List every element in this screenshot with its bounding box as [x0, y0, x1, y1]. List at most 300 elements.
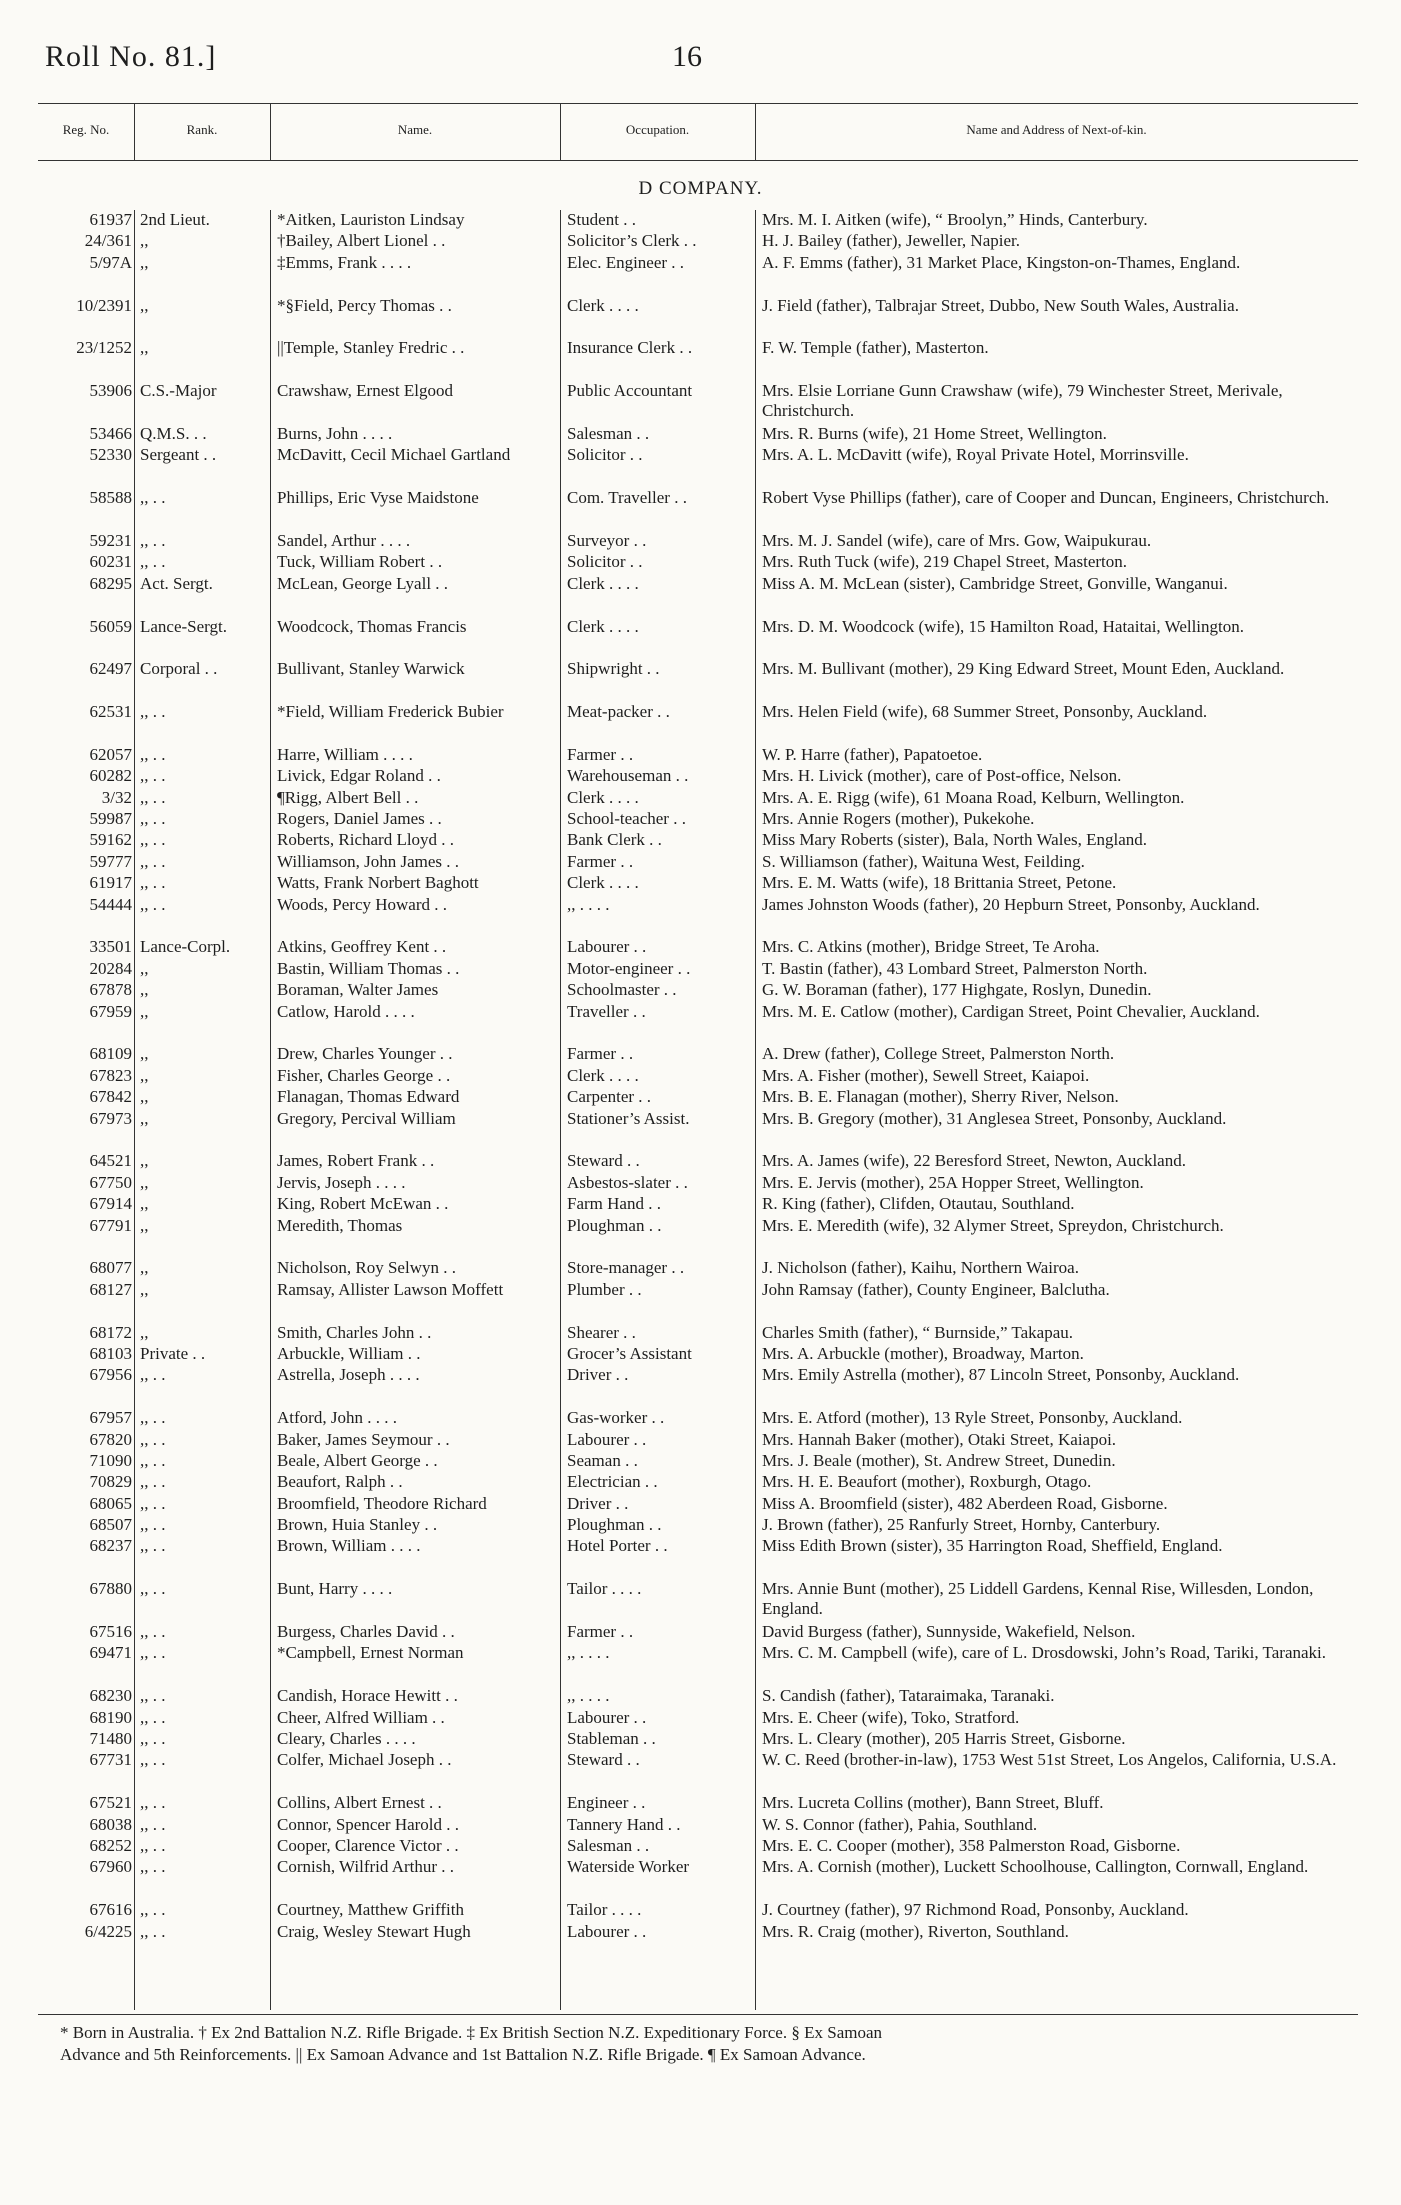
soldier-name: Ramsay, Allister Lawson Moffett [277, 1279, 504, 1299]
reg-number: 10/2391 [76, 295, 132, 315]
next-of-kin: Mrs. Ruth Tuck (wife), 219 Chapel Street, Masterton. [762, 552, 1127, 572]
reg-number: 67914 [89, 1194, 132, 1214]
table-row [0, 895, 1401, 938]
rank: ,, . . [140, 744, 166, 764]
occupation: Engineer . . [567, 1793, 646, 1813]
table-row [0, 1922, 1401, 1943]
soldier-name: Colfer, Michael Joseph . . [277, 1750, 452, 1770]
soldier-name: Roberts, Richard Lloyd . . [277, 830, 455, 850]
occupation: Steward . . [567, 1750, 640, 1770]
reg-number: 68172 [89, 1322, 132, 1342]
reg-number: 33501 [89, 937, 132, 957]
rank: ,, . . [140, 1729, 166, 1749]
next-of-kin: David Burgess (father), Sunnyside, Wakefield, Nelson. [762, 1622, 1136, 1642]
soldier-name: Harre, William . . . . [277, 744, 413, 764]
rank: ,, . . [140, 488, 166, 508]
rank: C.S.-Major [140, 381, 217, 401]
occupation: Salesman . . [567, 1836, 650, 1855]
soldier-name: Bunt, Harry . . . . [277, 1579, 393, 1599]
table-row [0, 1815, 1401, 1836]
table-row [0, 1729, 1401, 1750]
reg-number: 59231 [89, 530, 132, 550]
table-row [0, 1472, 1401, 1493]
next-of-kin: Mrs. E. Atford (mother), 13 Ryle Street, Ponsonby, Auckland. [762, 1408, 1183, 1428]
next-of-kin: Mrs. A. Fisher (mother), Sewell Street, Kaiapoi. [762, 1065, 1090, 1085]
occupation: Seaman . . [567, 1450, 638, 1470]
soldier-name: Atkins, Geoffrey Kent . . [277, 937, 447, 957]
next-of-kin: Mrs. M. J. Sandel (wife), care of Mrs. Gow, Waipukurau. [762, 530, 1152, 550]
soldier-name: Woodcock, Thomas Francis [277, 616, 467, 636]
reg-number: 68127 [89, 1279, 132, 1299]
table-row [0, 702, 1401, 745]
reg-number: 56059 [89, 616, 132, 636]
occupation: Insurance Clerk . . [567, 338, 693, 358]
rank: Corporal . . [140, 659, 218, 679]
rank: ,, . . [140, 894, 166, 914]
occupation: Labourer . . [567, 937, 647, 957]
reg-number: 70829 [89, 1472, 132, 1492]
rank: ,, . . [140, 1793, 166, 1813]
table-row [0, 788, 1401, 809]
rank: ,, . . [140, 1921, 166, 1941]
rank: Act. Sergt. [140, 573, 213, 593]
rank: ,, . . [140, 766, 166, 786]
soldier-name: Bastin, William Thomas . . [277, 958, 460, 978]
next-of-kin: Mrs. Annie Rogers (mother), Pukekohe. [762, 809, 1035, 829]
rank: ,, . . [140, 702, 166, 722]
reg-number: 64521 [89, 1151, 132, 1171]
reg-number: 67878 [89, 980, 132, 1000]
reg-number: 67880 [89, 1579, 132, 1599]
next-of-kin: Mrs. M. Bullivant (mother), 29 King Edward Street, Mount Eden, Auckland. [762, 659, 1285, 679]
next-of-kin: Mrs. E. M. Watts (wife), 18 Brittania Street, Petone. [762, 873, 1117, 893]
rank: ,, [140, 1194, 149, 1214]
next-of-kin: Robert Vyse Phillips (father), care of Cooper and Duncan, Engineers, Christchurch. [762, 488, 1330, 508]
occupation: Steward . . [567, 1151, 640, 1171]
rank: ,, . . [140, 552, 166, 572]
reg-number: 67960 [89, 1857, 132, 1877]
occupation: Farmer . . [567, 851, 634, 871]
next-of-kin: Mrs. R. Craig (mother), Riverton, Southland. [762, 1921, 1069, 1941]
occupation: Com. Traveller . . [567, 488, 687, 508]
occupation: Student . . [567, 210, 636, 229]
rank: ,, [140, 295, 149, 315]
reg-number: 59777 [89, 851, 132, 871]
next-of-kin: Mrs. E. Jervis (mother), 25A Hopper Street, Wellington. [762, 1172, 1144, 1192]
occupation: Surveyor . . [567, 530, 647, 550]
reg-number: 68077 [89, 1258, 132, 1278]
roll-table [0, 210, 1401, 1943]
soldier-name: Collins, Albert Ernest . . [277, 1793, 442, 1813]
next-of-kin: Mrs. H. E. Beaufort (mother), Roxburgh, Otago. [762, 1472, 1092, 1492]
reg-number: 68237 [89, 1536, 132, 1556]
reg-number: 52330 [89, 445, 132, 465]
soldier-name: Boraman, Walter James [277, 980, 439, 1000]
next-of-kin: Mrs. A. Cornish (mother), Luckett Schoolhouse, Callington, Cornwall, England. [762, 1857, 1309, 1877]
next-of-kin: A. Drew (father), College Street, Palmerston North. [762, 1044, 1115, 1064]
rank: ,, . . [140, 1450, 166, 1470]
occupation: Clerk . . . . [567, 295, 639, 315]
reg-number: 60282 [89, 766, 132, 786]
rank: ,, . . [140, 851, 166, 871]
table-row [0, 1044, 1401, 1065]
reg-number: 67750 [89, 1172, 132, 1192]
rank: ,, . . [140, 787, 166, 807]
occupation: Carpenter . . [567, 1087, 652, 1107]
next-of-kin: Mrs. B. E. Flanagan (mother), Sherry River, Nelson. [762, 1087, 1119, 1107]
footnotes [60, 2022, 1360, 2066]
next-of-kin: S. Williamson (father), Waituna West, Feilding. [762, 851, 1085, 871]
rank: ,, [140, 338, 149, 358]
footnote-line: * Born in Australia. † Ex 2nd Battalion N.Z. Rifle Brigade. ‡ Ex British Section N.Z. Expeditionary Force. § Ex Samoan [60, 2023, 883, 2042]
rank: ,, . . [140, 873, 166, 893]
table-row [0, 1900, 1401, 1921]
reg-number: 67516 [89, 1622, 132, 1642]
rank: ,, [140, 1001, 149, 1021]
occupation: Gas-worker . . [567, 1408, 665, 1428]
soldier-name: Gregory, Percival William [277, 1108, 456, 1128]
occupation: Salesman . . [567, 423, 650, 443]
table-row [0, 1515, 1401, 1536]
rank: ,, [140, 1258, 149, 1278]
rank: Q.M.S. . . [140, 423, 207, 443]
occupation: Labourer . . [567, 1429, 647, 1449]
table-row [0, 1686, 1401, 1707]
table-row [0, 959, 1401, 980]
soldier-name: Catlow, Harold . . . . [277, 1001, 415, 1021]
occupation: Clerk . . . . [567, 573, 639, 593]
reg-number: 53906 [89, 381, 132, 401]
next-of-kin: Mrs. Emily Astrella (mother), 87 Lincoln Street, Ponsonby, Auckland. [762, 1365, 1240, 1385]
rank: Lance-Sergt. [140, 616, 228, 636]
table-row [0, 1087, 1401, 1108]
rank: ,, [140, 1215, 149, 1235]
reg-number: 68507 [89, 1515, 132, 1535]
table-row [0, 574, 1401, 617]
reg-number: 3/32 [101, 787, 132, 807]
soldier-name: Nicholson, Roy Selwyn . . [277, 1258, 456, 1278]
rank: Private . . [140, 1343, 206, 1363]
soldier-name: James, Robert Frank . . [277, 1151, 435, 1171]
next-of-kin: John Ramsay (father), County Engineer, Balclutha. [762, 1279, 1110, 1299]
soldier-name: Drew, Charles Younger . . [277, 1044, 453, 1064]
table-row [0, 1002, 1401, 1045]
next-of-kin: Miss A. Broomfield (sister), 482 Aberdeen Road, Gisborne. [762, 1493, 1168, 1513]
soldier-name: Jervis, Joseph . . . . [277, 1172, 406, 1192]
reg-number: 53466 [89, 423, 132, 443]
soldier-name: Broomfield, Theodore Richard [277, 1493, 487, 1513]
occupation: Solicitor . . [567, 445, 643, 465]
table-row [0, 1173, 1401, 1194]
column-header-name: Name. [397, 122, 433, 137]
rank: ,, [140, 1108, 149, 1128]
reg-number: 59987 [89, 809, 132, 829]
reg-number: 61917 [89, 873, 132, 893]
reg-number: 62497 [89, 659, 132, 679]
rank: ,, [140, 980, 149, 1000]
soldier-name: Smith, Charles John . . [277, 1322, 432, 1342]
occupation: Farmer . . [567, 744, 634, 764]
next-of-kin: T. Bastin (father), 43 Lombard Street, Palmerston North. [762, 958, 1148, 978]
next-of-kin: Mrs. Annie Bunt (mother), 25 Liddell Gardens, Kennal Rise, Willesden, London, England. [762, 1579, 1314, 1619]
soldier-name: †Bailey, Albert Lionel . . [277, 231, 446, 251]
soldier-name: Baker, James Seymour . . [277, 1429, 450, 1449]
next-of-kin: Miss A. M. McLean (sister), Cambridge Street, Gonville, Wanganui. [762, 573, 1228, 593]
occupation: Solicitor . . [567, 552, 643, 572]
rank: ,, . . [140, 1622, 166, 1642]
reg-number: 67973 [89, 1108, 132, 1128]
soldier-name: *Field, William Frederick Bubier [277, 702, 504, 722]
rank: ,, [140, 252, 149, 272]
table-row [0, 1280, 1401, 1323]
occupation: Tannery Hand . . [567, 1814, 681, 1834]
reg-number: 23/1252 [76, 338, 132, 358]
next-of-kin: J. Field (father), Talbrajar Street, Dubbo, New South Wales, Australia. [762, 295, 1239, 315]
footnote-line: Advance and 5th Reinforcements. || Ex Samoan Advance and 1st Battalion N.Z. Rifle Brigade. ¶ Ex Samoan Advance. [60, 2045, 866, 2064]
soldier-name: Astrella, Joseph . . . . [277, 1365, 420, 1385]
occupation: Bank Clerk . . [567, 830, 662, 850]
occupation: Driver . . [567, 1493, 629, 1513]
occupation: Clerk . . . . [567, 616, 639, 636]
soldier-name: Bullivant, Stanley Warwick [277, 659, 465, 679]
table-row [0, 445, 1401, 488]
occupation: Schoolmaster . . [567, 980, 677, 1000]
soldier-name: Brown, William . . . . [277, 1536, 421, 1556]
soldier-name: Meredith, Thomas [277, 1215, 403, 1235]
table-row [0, 809, 1401, 830]
next-of-kin: Miss Mary Roberts (sister), Bala, North Wales, England. [762, 830, 1148, 850]
rank: ,, [140, 958, 149, 978]
reg-number: 71090 [89, 1450, 132, 1470]
rank: ,, . . [140, 1472, 166, 1492]
reg-number: 67956 [89, 1365, 132, 1385]
soldier-name: Phillips, Eric Vyse Maidstone [277, 488, 479, 508]
table-row [0, 617, 1401, 660]
soldier-name: Beaufort, Ralph . . [277, 1472, 403, 1492]
reg-number: 62057 [89, 744, 132, 764]
table-row [0, 210, 1401, 231]
table-row [0, 1344, 1401, 1365]
occupation: ,, . . . . [567, 1643, 610, 1663]
rank: ,, [140, 1087, 149, 1107]
occupation: Store-manager . . [567, 1258, 685, 1278]
occupation: Traveller . . [567, 1001, 646, 1021]
table-row [0, 766, 1401, 787]
occupation: Warehouseman . . [567, 766, 689, 786]
next-of-kin: J. Courtney (father), 97 Richmond Road, Ponsonby, Auckland. [762, 1900, 1189, 1920]
soldier-name: Burns, John . . . . [277, 423, 393, 443]
reg-number: 67616 [89, 1900, 132, 1920]
soldier-name: *Aitken, Lauriston Lindsay [277, 210, 465, 229]
soldier-name: Fisher, Charles George . . [277, 1065, 451, 1085]
soldier-name: Brown, Huia Stanley . . [277, 1515, 438, 1535]
rank: ,, . . [140, 1536, 166, 1556]
rank: Sergeant . . [140, 445, 217, 465]
reg-number: 54444 [89, 894, 132, 914]
table-row [0, 1194, 1401, 1215]
soldier-name: Burgess, Charles David . . [277, 1622, 455, 1642]
rank: ,, . . [140, 1493, 166, 1513]
header-rule-top [38, 103, 1358, 104]
reg-number: 68190 [89, 1707, 132, 1727]
occupation: Clerk . . . . [567, 873, 639, 893]
next-of-kin: Mrs. Hannah Baker (mother), Otaki Street, Kaiapoi. [762, 1429, 1117, 1449]
soldier-name: ‡Emms, Frank . . . . [277, 252, 412, 272]
next-of-kin: W. P. Harre (father), Papatoetoe. [762, 744, 983, 764]
soldier-name: ||Temple, Stanley Fredric . . [277, 338, 465, 358]
reg-number: 6/4225 [84, 1921, 132, 1941]
next-of-kin: Mrs. H. Livick (mother), care of Post-office, Nelson. [762, 766, 1122, 786]
table-row [0, 1408, 1401, 1429]
table-row [0, 1109, 1401, 1152]
table-row [0, 659, 1401, 702]
next-of-kin: Mrs. Helen Field (wife), 68 Summer Street, Ponsonby, Auckland. [762, 702, 1208, 722]
table-row [0, 552, 1401, 573]
next-of-kin: Mrs. M. E. Catlow (mother), Cardigan Street, Point Chevalier, Auckland. [762, 1001, 1260, 1021]
occupation: Asbestos-slater . . [567, 1172, 688, 1192]
occupation: Motor-engineer . . [567, 958, 691, 978]
table-row [0, 488, 1401, 531]
next-of-kin: Mrs. E. Cheer (wife), Toko, Stratford. [762, 1707, 1020, 1727]
reg-number: 24/361 [84, 231, 132, 251]
table-row [0, 1323, 1401, 1344]
table-row [0, 1494, 1401, 1515]
soldier-name: Beale, Albert George . . [277, 1450, 438, 1470]
occupation: Meat-packer . . [567, 702, 670, 722]
occupation: Farm Hand . . [567, 1194, 661, 1214]
reg-number: 58588 [89, 488, 132, 508]
table-row [0, 1451, 1401, 1472]
occupation: Shipwright . . [567, 659, 660, 679]
next-of-kin: Mrs. A. James (wife), 22 Beresford Street, Newton, Auckland. [762, 1151, 1186, 1171]
table-row [0, 1536, 1401, 1579]
occupation: Plumber . . [567, 1279, 642, 1299]
soldier-name: *§Field, Percy Thomas . . [277, 295, 452, 315]
occupation: Ploughman . . [567, 1215, 662, 1235]
reg-number: 61937 [89, 210, 132, 229]
next-of-kin: Mrs. L. Cleary (mother), 205 Harris Street, Gisborne. [762, 1729, 1126, 1749]
next-of-kin: Mrs. A. L. McDavitt (wife), Royal Private Hotel, Morrinsville. [762, 445, 1189, 465]
reg-number: 67820 [89, 1429, 132, 1449]
soldier-name: McLean, George Lyall . . [277, 573, 449, 593]
table-row [0, 745, 1401, 766]
table-row [0, 1365, 1401, 1408]
next-of-kin: Miss Edith Brown (sister), 35 Harrington Road, Sheffield, England. [762, 1536, 1223, 1556]
soldier-name: Crawshaw, Ernest Elgood [277, 381, 453, 401]
occupation: Stableman . . [567, 1729, 656, 1749]
reg-number: 68230 [89, 1686, 132, 1706]
reg-number: 68103 [89, 1343, 132, 1363]
occupation: Tailor . . . . [567, 1579, 642, 1599]
next-of-kin: Mrs. A. Arbuckle (mother), Broadway, Marton. [762, 1343, 1084, 1363]
reg-number: 20284 [89, 958, 132, 978]
column-header-rank: Rank. [186, 122, 218, 137]
next-of-kin: Mrs. J. Beale (mother), St. Andrew Street, Dunedin. [762, 1450, 1116, 1470]
rank: ,, [140, 1279, 149, 1299]
occupation: Hotel Porter . . [567, 1536, 668, 1556]
rank: ,, [140, 1172, 149, 1192]
reg-number: 68109 [89, 1044, 132, 1064]
soldier-name: Craig, Wesley Stewart Hugh [277, 1921, 471, 1941]
soldier-name: Livick, Edgar Roland . . [277, 766, 441, 786]
table-row [0, 1836, 1401, 1857]
occupation: Shearer . . [567, 1322, 636, 1342]
reg-number: 68295 [89, 573, 132, 593]
occupation: Public Accountant [567, 381, 693, 401]
rank: ,, . . [140, 1814, 166, 1834]
next-of-kin: G. W. Boraman (father), 177 Highgate, Roslyn, Dunedin. [762, 980, 1152, 1000]
reg-number: 5/97A [89, 252, 132, 272]
rank: ,, . . [140, 1686, 166, 1706]
occupation: Labourer . . [567, 1707, 647, 1727]
table-row [0, 852, 1401, 873]
next-of-kin: Mrs. E. C. Cooper (mother), 358 Palmerston Road, Gisborne. [762, 1836, 1181, 1855]
column-header-kin: Name and Address of Next-of-kin. [966, 122, 1147, 137]
next-of-kin: W. S. Connor (father), Pahia, Southland. [762, 1814, 1038, 1834]
next-of-kin: James Johnston Woods (father), 20 Hepburn Street, Ponsonby, Auckland. [762, 894, 1260, 914]
table-row [0, 873, 1401, 894]
next-of-kin: Mrs. M. I. Aitken (wife), “ Broolyn,” Hinds, Canterbury. [762, 210, 1148, 229]
reg-number: 67842 [89, 1087, 132, 1107]
occupation: Farmer . . [567, 1044, 634, 1064]
next-of-kin: Mrs. A. E. Rigg (wife), 61 Moana Road, Kelburn, Wellington. [762, 787, 1185, 807]
reg-number: 67521 [89, 1793, 132, 1813]
occupation: Driver . . [567, 1365, 629, 1385]
table-row [0, 1708, 1401, 1729]
roll-number: Roll No. 81.] [45, 40, 217, 73]
table-row [0, 980, 1401, 1001]
rank: 2nd Lieut. [140, 210, 210, 229]
next-of-kin: S. Candish (father), Tataraimaka, Taranaki. [762, 1686, 1055, 1706]
reg-number: 59162 [89, 830, 132, 850]
rank: ,, [140, 1322, 149, 1342]
rank: ,, [140, 1151, 149, 1171]
reg-number: 69471 [89, 1643, 132, 1663]
rank: ,, . . [140, 1365, 166, 1385]
occupation: Elec. Engineer . . [567, 252, 685, 272]
next-of-kin: Mrs. R. Burns (wife), 21 Home Street, Wellington. [762, 423, 1107, 443]
table-row [0, 296, 1401, 339]
occupation: Solicitor’s Clerk . . [567, 231, 697, 251]
reg-number: 68065 [89, 1493, 132, 1513]
occupation: Stationer’s Assist. [567, 1108, 690, 1128]
soldier-name: *Campbell, Ernest Norman [277, 1643, 464, 1663]
rank: ,, . . [140, 530, 166, 550]
rank: Lance-Corpl. [140, 937, 231, 957]
soldier-name: Williamson, John James . . [277, 851, 460, 871]
header-rule-bottom [38, 160, 1358, 161]
next-of-kin: Mrs. Lucreta Collins (mother), Bann Street, Bluff. [762, 1793, 1104, 1813]
table-row [0, 1643, 1401, 1686]
rank: ,, . . [140, 1836, 166, 1855]
soldier-name: Atford, John . . . . [277, 1408, 397, 1428]
occupation: Clerk . . . . [567, 1065, 639, 1085]
occupation: Farmer . . [567, 1622, 634, 1642]
table-row [0, 253, 1401, 296]
soldier-name: Woods, Percy Howard . . [277, 894, 448, 914]
rank: ,, [140, 1044, 149, 1064]
table-row [0, 1258, 1401, 1279]
company-heading: D COMPANY. [638, 178, 763, 199]
rank: ,, . . [140, 1643, 166, 1663]
soldier-name: Rogers, Daniel James . . [277, 809, 442, 829]
table-row [0, 338, 1401, 381]
next-of-kin: Mrs. D. M. Woodcock (wife), 15 Hamilton Road, Hataitai, Wellington. [762, 616, 1245, 636]
soldier-name: Connor, Spencer Harold . . [277, 1814, 460, 1834]
soldier-name: ¶Rigg, Albert Bell . . [277, 787, 419, 807]
reg-number: 62531 [89, 702, 132, 722]
next-of-kin: Mrs. C. M. Campbell (wife), care of L. Drosdowski, John’s Road, Tariki, Taranaki. [762, 1643, 1327, 1663]
